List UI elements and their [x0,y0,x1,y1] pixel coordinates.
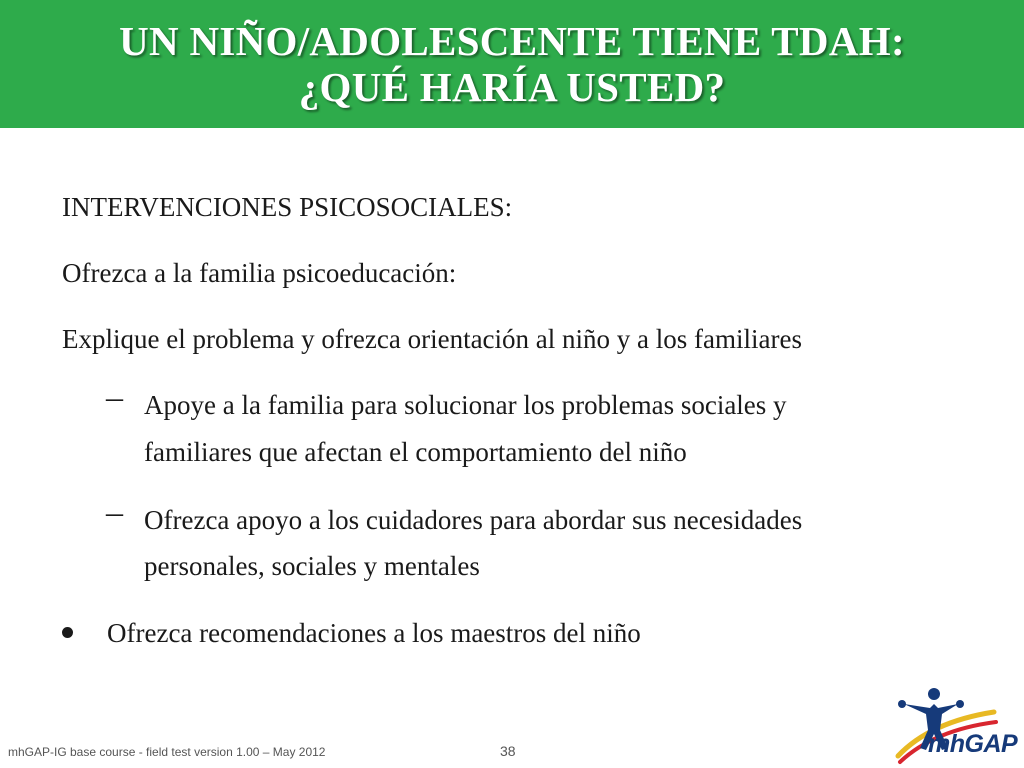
sub-item-support-caregivers-line-1: Ofrezca apoyo a los cuidadores para abordar sus necesidades [144,505,803,535]
slide-title-line-2: ¿QUÉ HARÍA USTED? [298,64,726,110]
section-heading: INTERVENCIONES PSICOSOCIALES: [62,192,513,222]
sub-item-support-family-line-1: Apoye a la familia para solucionar los problemas sociales y [144,390,787,420]
dash-bullet-icon: – [106,379,123,416]
page-number: 38 [500,743,516,759]
sub-item-support-family-line-2: familiares que afectan el comportamiento del niño [144,437,687,467]
body-item-teacher-recommendations: Ofrezca recomendaciones a los maestros del niño [107,618,641,648]
dash-bullet-icon: – [106,494,123,531]
body-item-explain-problem: Explique el problema y ofrezca orientación al niño y a los familiares [62,324,802,354]
body-item-psychoeducation: Ofrezca a la familia psicoeducación: [62,258,457,288]
mhgap-logo: mhGAP [928,730,1018,758]
title-bar [0,0,1024,128]
round-bullet-icon [62,627,73,638]
slide-title-line-1: UN NIÑO/ADOLESCENTE TIENE TDAH: [119,18,905,64]
footer-course-info: mhGAP-IG base course - field test version 1.00 – May 2012 [8,745,326,759]
sub-item-support-caregivers-line-2: personales, sociales y mentales [144,551,480,581]
